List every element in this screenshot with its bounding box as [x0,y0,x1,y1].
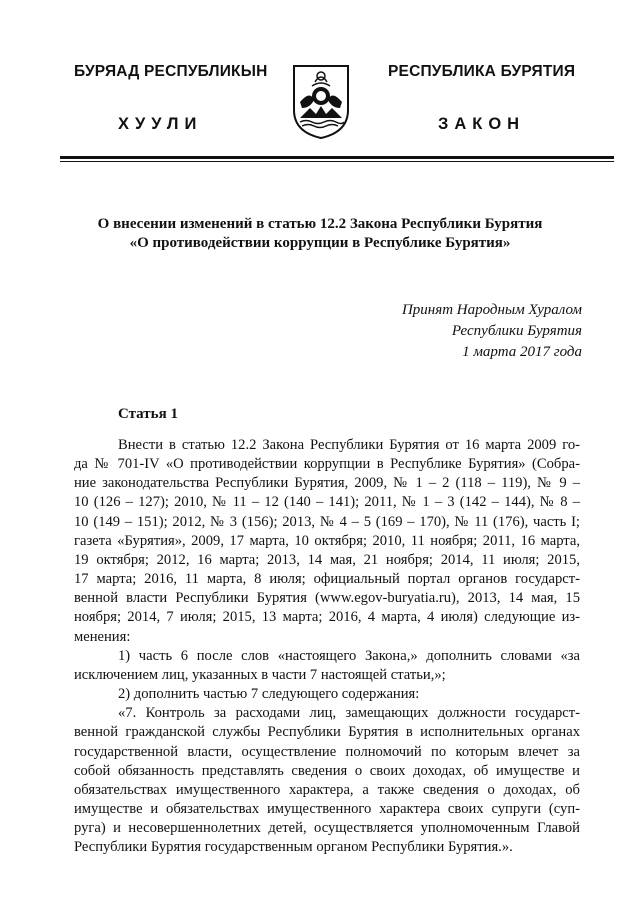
article-heading: Статья 1 [118,406,178,422]
body-line: «7. Контроль за расходами лиц, замещающих должности государст- [118,705,580,722]
body-line: имуществе и обязательствах имущественного характера своих супруги (суп- [74,800,580,817]
body-line: менения: [74,628,131,645]
body-line: исключением лиц, указанных в части 7 настоящей статьи,»; [74,666,446,683]
body-line: венной гражданской службы Республики Бурятия в исполнительных органах [74,724,580,741]
body-line: 19 октября; 2012, 16 марта; 2013, 14 мая, 21 ноября; 2014, 11 июля; 2015, [74,551,580,568]
header-right-title: РЕСПУБЛИКА БУРЯТИЯ [388,63,576,80]
body-line: государственной власти, осуществление полномочий по которым влечет за [74,743,580,760]
adoption-line: Республики Бурятия [451,323,582,339]
body-line: 2) дополнить частью 7 следующего содержания: [118,686,420,703]
body-line: да № 701-IV «О противодействии коррупции в Республике Бурятия» (Собра- [74,456,580,473]
body-line: 17 марта; 2016, 11 марта, 8 июля; официальный портал органов государст- [74,571,580,588]
adoption-note [402,300,582,363]
adoption-line: Принят Народным Хуралом [401,302,582,318]
body-line: газета «Бурятия», 2009, 17 марта, 10 октября; 2010, 11 ноября; 2011, 16 марта, [74,532,580,549]
article-body [74,436,580,857]
document-title-line2: «О противодействии коррупции в Республике Бурятия» [129,235,511,251]
document-title-line1: О внесении изменений в статью 12.2 Закона Республики Бурятия [97,216,543,232]
header-right-subtitle: ЗАКОН [438,115,526,133]
header-left-title: БУРЯАД РЕСПУБЛИКЫН [74,63,268,80]
buryatia-coat-of-arms-icon [290,62,352,140]
body-line: собой обязанность представлять сведения о своих доходах, об имуществе и [74,762,580,779]
body-line: обязательствах имущественного характера, а также сведения о доходах, об [74,781,580,798]
body-line: венной власти Республики Бурятия (www.egov-buryatia.ru), 2013, 14 мая, 15 [74,590,580,607]
body-line: ние законодательства Республики Бурятия, 2009, № 1 – 2 (118 – 119), № 9 – [74,475,580,492]
body-line: 10 (126 – 127); 2010, № 11 – 12 (140 – 141); 2011, № 1 – 3 (142 – 144), № 8 – [74,494,580,511]
header-divider-thin [60,161,614,162]
body-line: Внести в статью 12.2 Закона Республики Бурятия от 16 марта 2009 го- [118,437,580,453]
body-line: 10 (149 – 151); 2012, № 3 (156); 2013, № 4 – 5 (169 – 170), № 11 (176), часть I; [74,513,580,530]
body-line: руга) и несовершеннолетних детей, осуществляется уполномоченным Главой [74,820,580,837]
body-line: Республики Бурятия государственным органом Республики Бурятия.». [74,839,513,856]
adoption-date: 1 марта 2017 года [462,344,582,360]
body-line: 1) часть 6 после слов «настоящего Закона,» дополнить словами «за [118,647,580,664]
header-divider-thick [60,156,614,159]
header-left-subtitle: ХУУЛИ [118,115,203,133]
body-line: ноября; 2014, 7 июля; 2015, 13 марта; 2016, 4 марта, 4 июля) следующие из- [74,609,580,626]
